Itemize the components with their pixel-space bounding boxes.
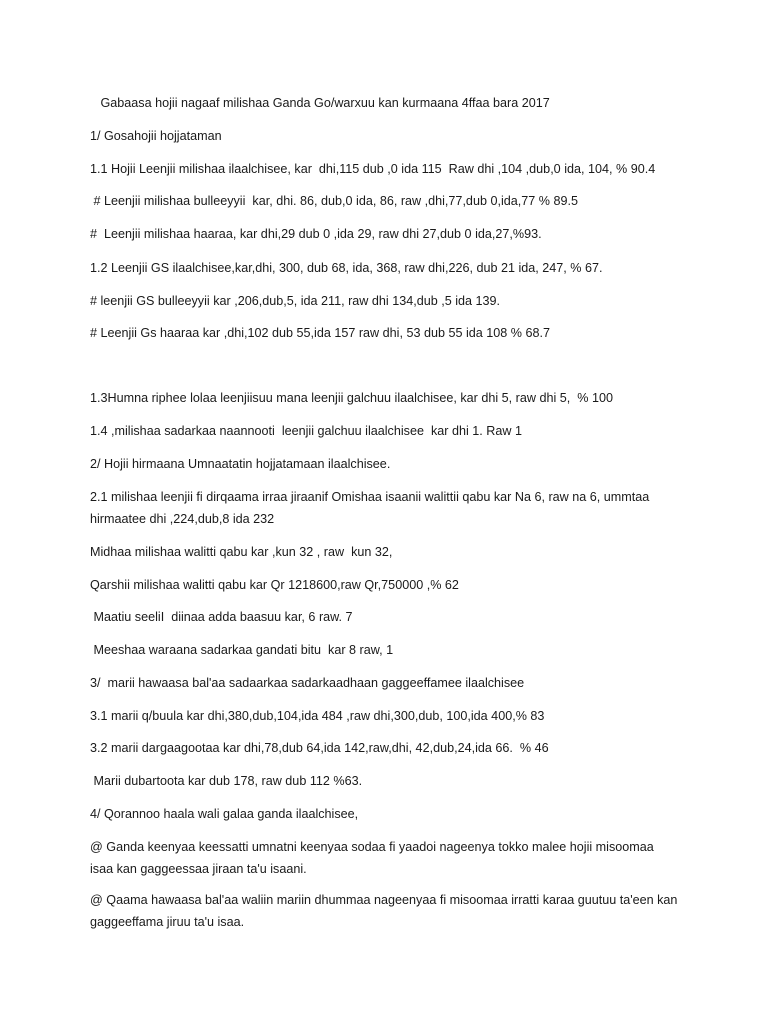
report-paragraph: @ Qaama hawaasa bal'aa waliin mariin dhummaa nageenyaa fi misoomaa irratti karaa guutuu ta'een kan gaggeeffama jiruu ta'u isaa. — [90, 893, 678, 929]
report-line: 1.1 Hojii Leenjii milishaa ilaalchisee, kar dhi,115 dub ,0 ida 115 Raw dhi ,104 ,dub,0 ida, 104, % 90.4 — [90, 162, 656, 176]
report-line: # leenjii GS bulleeyyii kar ,206,dub,5, ida 211, raw dhi 134,dub ,5 ida 139. — [90, 294, 501, 308]
report-line: # Leenjii milishaa haaraa, kar dhi,29 dub 0 ,ida 29, raw dhi 27,dub 0 ida,27,%93. — [90, 227, 542, 241]
section-heading: 1/ Gosahojii hojjataman — [90, 129, 222, 143]
report-line: 1.2 Leenjii GS ilaalchisee,kar,dhi, 300, dub 68, ida, 368, raw dhi,226, dub 21 ida, 247, % 67. — [90, 261, 603, 275]
report-line: Meeshaa waraana sadarkaa gandati bitu kar 8 raw, 1 — [90, 643, 394, 657]
report-line: 1.4 ,milishaa sadarkaa naannooti leenjii galchuu ilaalchisee kar dhi 1. Raw 1 — [90, 424, 522, 438]
report-line: Maatiu seeliI diinaa adda baasuu kar, 6 raw. 7 — [90, 610, 353, 624]
report-line: Midhaa milishaa walitti qabu kar ,kun 32 , raw kun 32, — [90, 545, 393, 559]
section-heading: 2/ Hojii hirmaana Umnaatatin hojjatamaan ilaalchisee. — [90, 457, 391, 471]
report-line: # Leenjii milishaa bulleeyyii kar, dhi. 86, dub,0 ida, 86, raw ,dhi,77,dub 0,ida,77 % 89.5 — [90, 194, 578, 208]
report-line: # Leenjii Gs haaraa kar ,dhi,102 dub 55,ida 157 raw dhi, 53 dub 55 ida 108 % 68.7 — [90, 326, 551, 340]
section-heading: 3/ marii hawaasa bal'aa sadaarkaa sadarkaadhaan gaggeeffamee ilaalchisee — [90, 676, 525, 690]
report-paragraph: 2.1 milishaa leenjii fi dirqaama irraa jiraanif Omishaa isaanii walittii qabu kar Na 6, raw na 6, ummtaa hirmaatee dhi ,224,dub,8 ida 232 — [90, 490, 650, 526]
report-line: Marii dubartoota kar dub 178, raw dub 112 %63. — [90, 774, 363, 788]
report-line: 1.3Humna riphee lolaa leenjiisuu mana leenjii galchuu ilaalchisee, kar dhi 5, raw dhi 5, % 100 — [90, 391, 613, 405]
section-heading: 4/ Qorannoo haala wali galaa ganda ilaalchisee, — [90, 807, 359, 821]
report-line: Qarshii milishaa walitti qabu kar Qr 1218600,raw Qr,750000 ,% 62 — [90, 578, 459, 592]
document-title: Gabaasa hojii nagaaf milishaa Ganda Go/warxuu kan kurmaana 4ffaa bara 2017 — [90, 96, 550, 110]
report-line: 3.1 marii q/buula kar dhi,380,dub,104,ida 484 ,raw dhi,300,dub, 100,ida 400,% 83 — [90, 709, 545, 723]
report-paragraph: @ Ganda keenyaa keessatti umnatni keenyaa sodaa fi yaadoi nageenya tokko malee hojii misoomaa isaa kan gaggeessaa jiraan ta'u isaani. — [90, 840, 654, 876]
report-line: 3.2 marii dargaagootaa kar dhi,78,dub 64,ida 142,raw,dhi, 42,dub,24,ida 66. % 46 — [90, 741, 549, 755]
